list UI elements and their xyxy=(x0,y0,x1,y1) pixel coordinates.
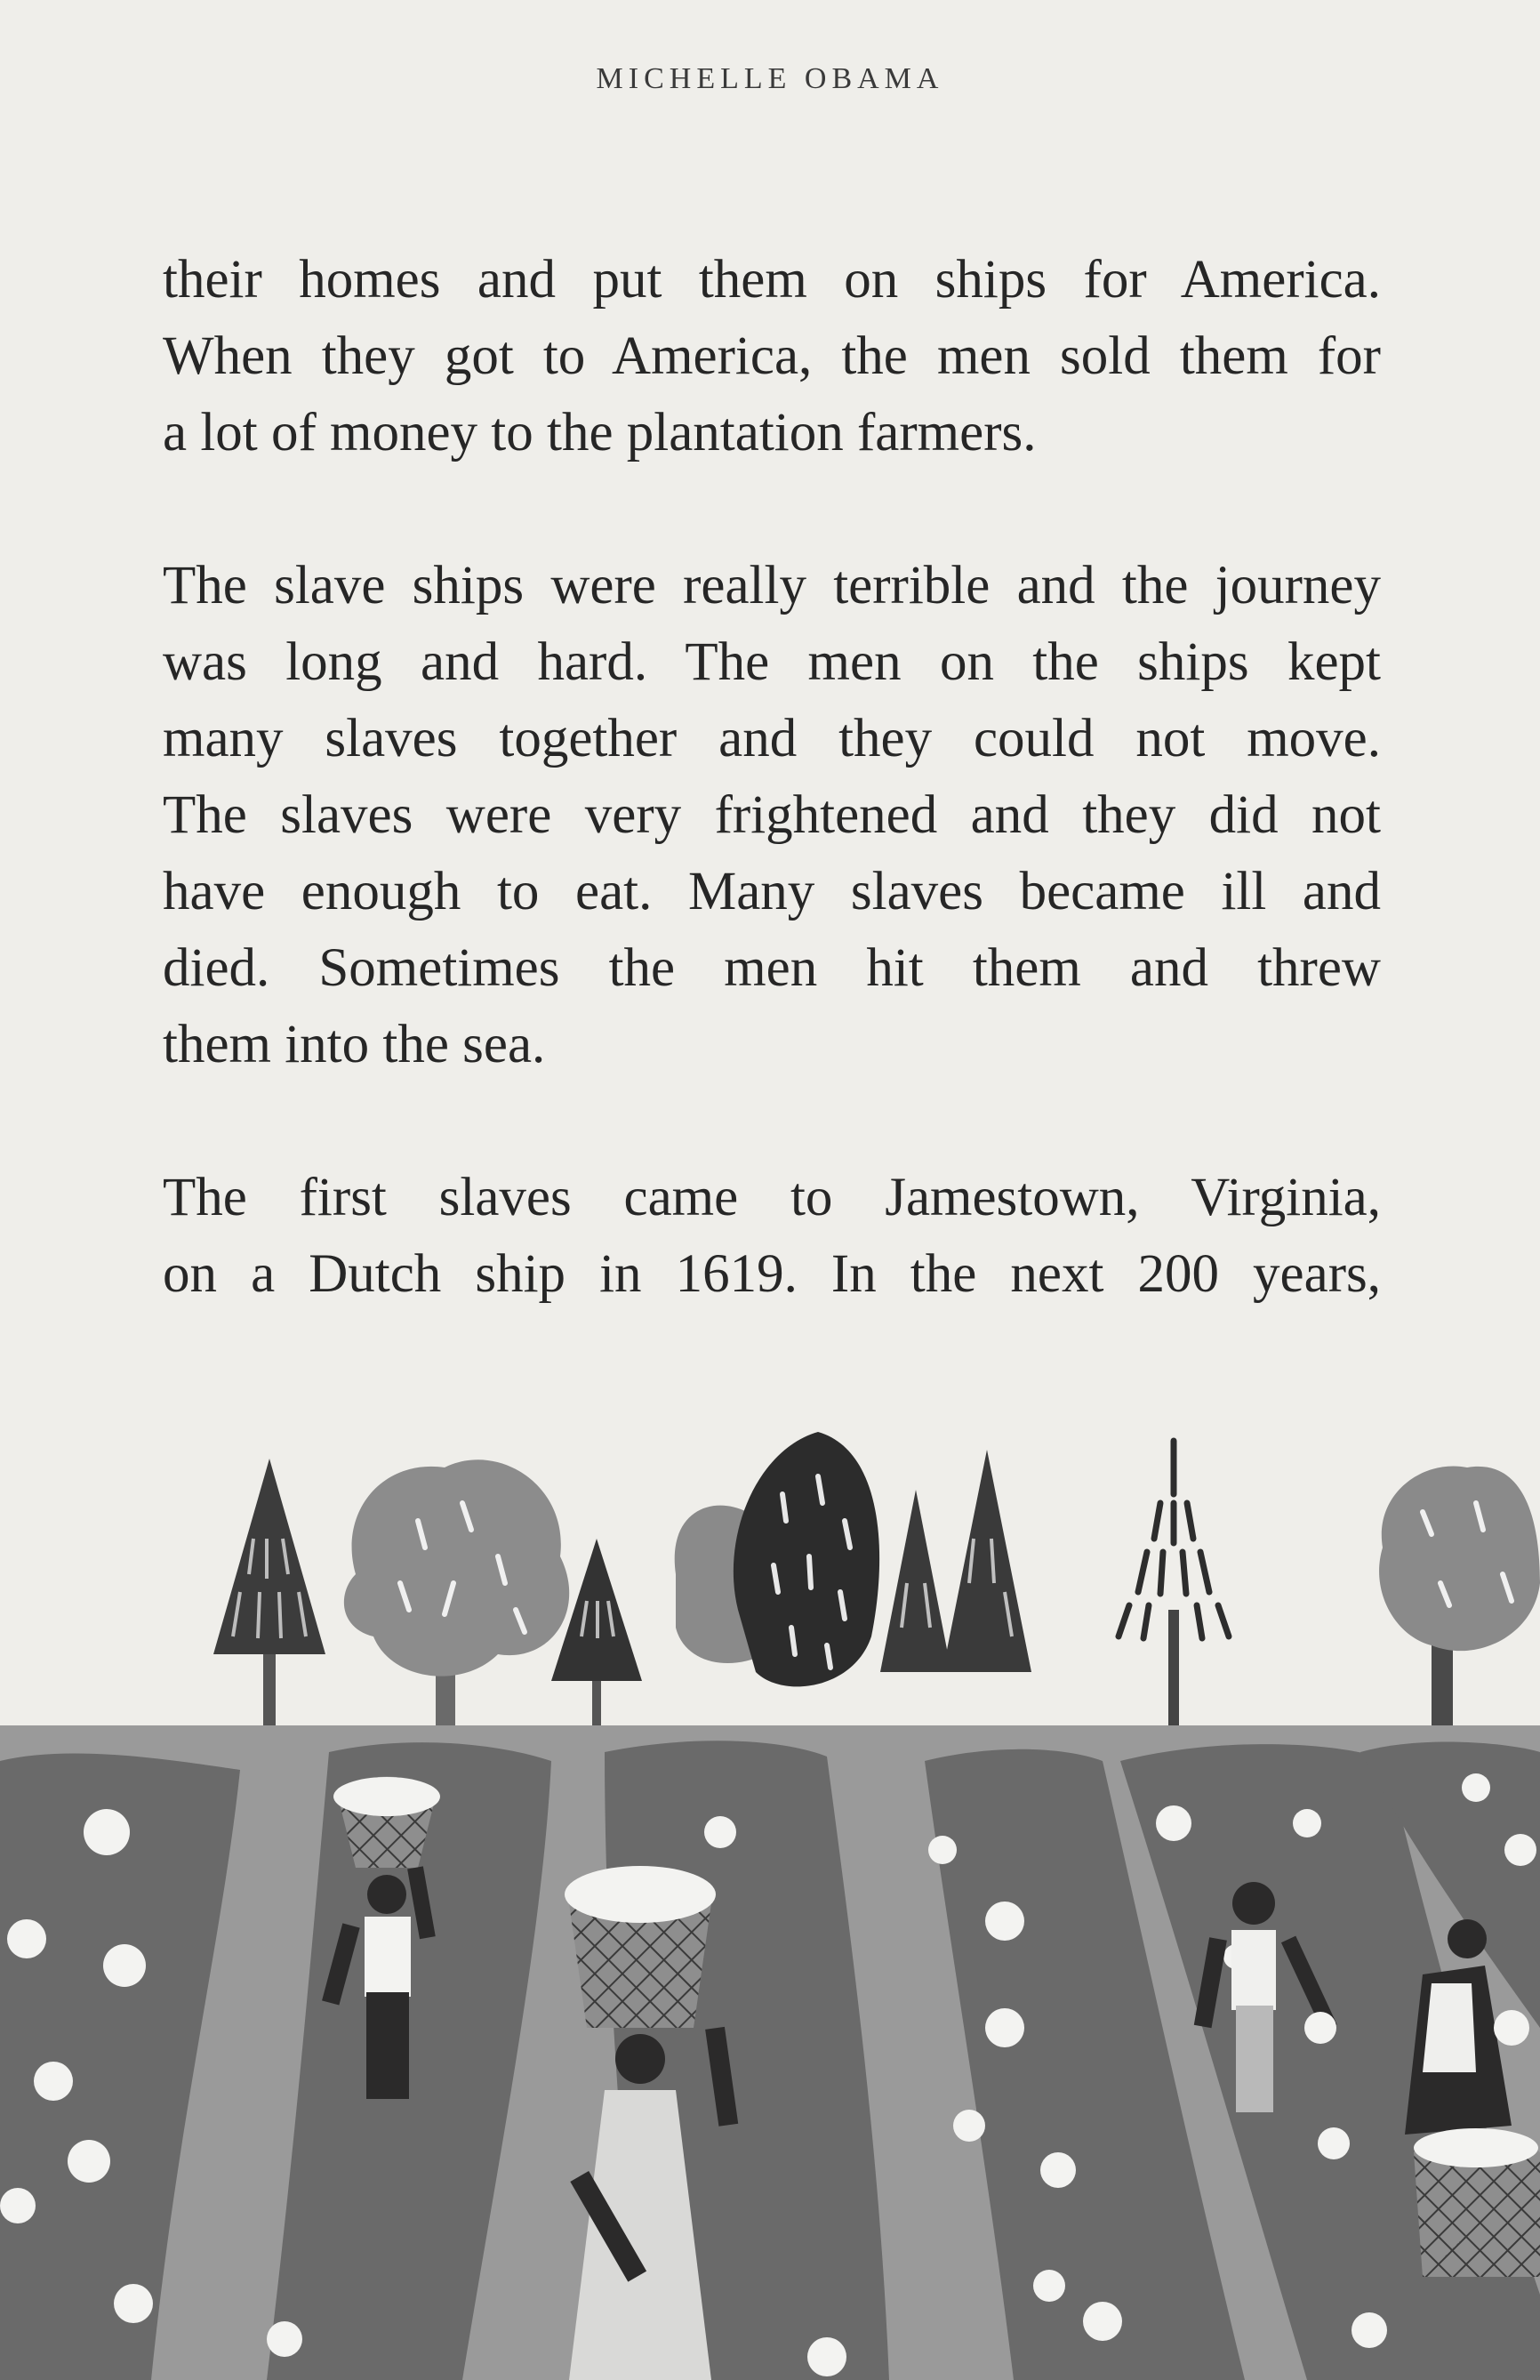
text-line: many slaves together and they could not move. xyxy=(163,709,1381,768)
running-head: MICHELLE OBAMA xyxy=(596,62,944,95)
paragraph-3 xyxy=(163,1160,1381,1313)
paragraph-2 xyxy=(163,548,1381,1083)
paragraph-1 xyxy=(163,242,1381,471)
text-line: The slave ships were really terrible and the journey xyxy=(163,556,1381,615)
text-line: a lot of money to the plantation farmers. xyxy=(163,403,1037,462)
text-line: was long and hard. The men on the ships kept xyxy=(163,632,1381,692)
text-line: them into the sea. xyxy=(163,1015,546,1074)
body-text xyxy=(163,242,1381,1389)
dark-tree-icon xyxy=(734,1432,879,1686)
text-line: have enough to eat. Many slaves became ill and xyxy=(163,862,1381,921)
pine-tree-icon xyxy=(880,1450,1031,1672)
pine-tree-icon xyxy=(213,1459,325,1770)
plantation-illustration xyxy=(0,1405,1540,2380)
text-line: The first slaves came to Jamestown, Virginia, xyxy=(163,1168,1381,1227)
text-line: died. Sometimes the men hit them and threw xyxy=(163,938,1381,998)
pine-tree-icon xyxy=(1119,1441,1229,1770)
text-line: their homes and put them on ships for America. xyxy=(163,250,1381,310)
text-line: When they got to America, the men sold them for xyxy=(163,326,1381,386)
text-line: on a Dutch ship in 1619. In the next 200 years, xyxy=(163,1244,1381,1304)
text-line: The slaves were very frightened and they did not xyxy=(163,785,1381,845)
